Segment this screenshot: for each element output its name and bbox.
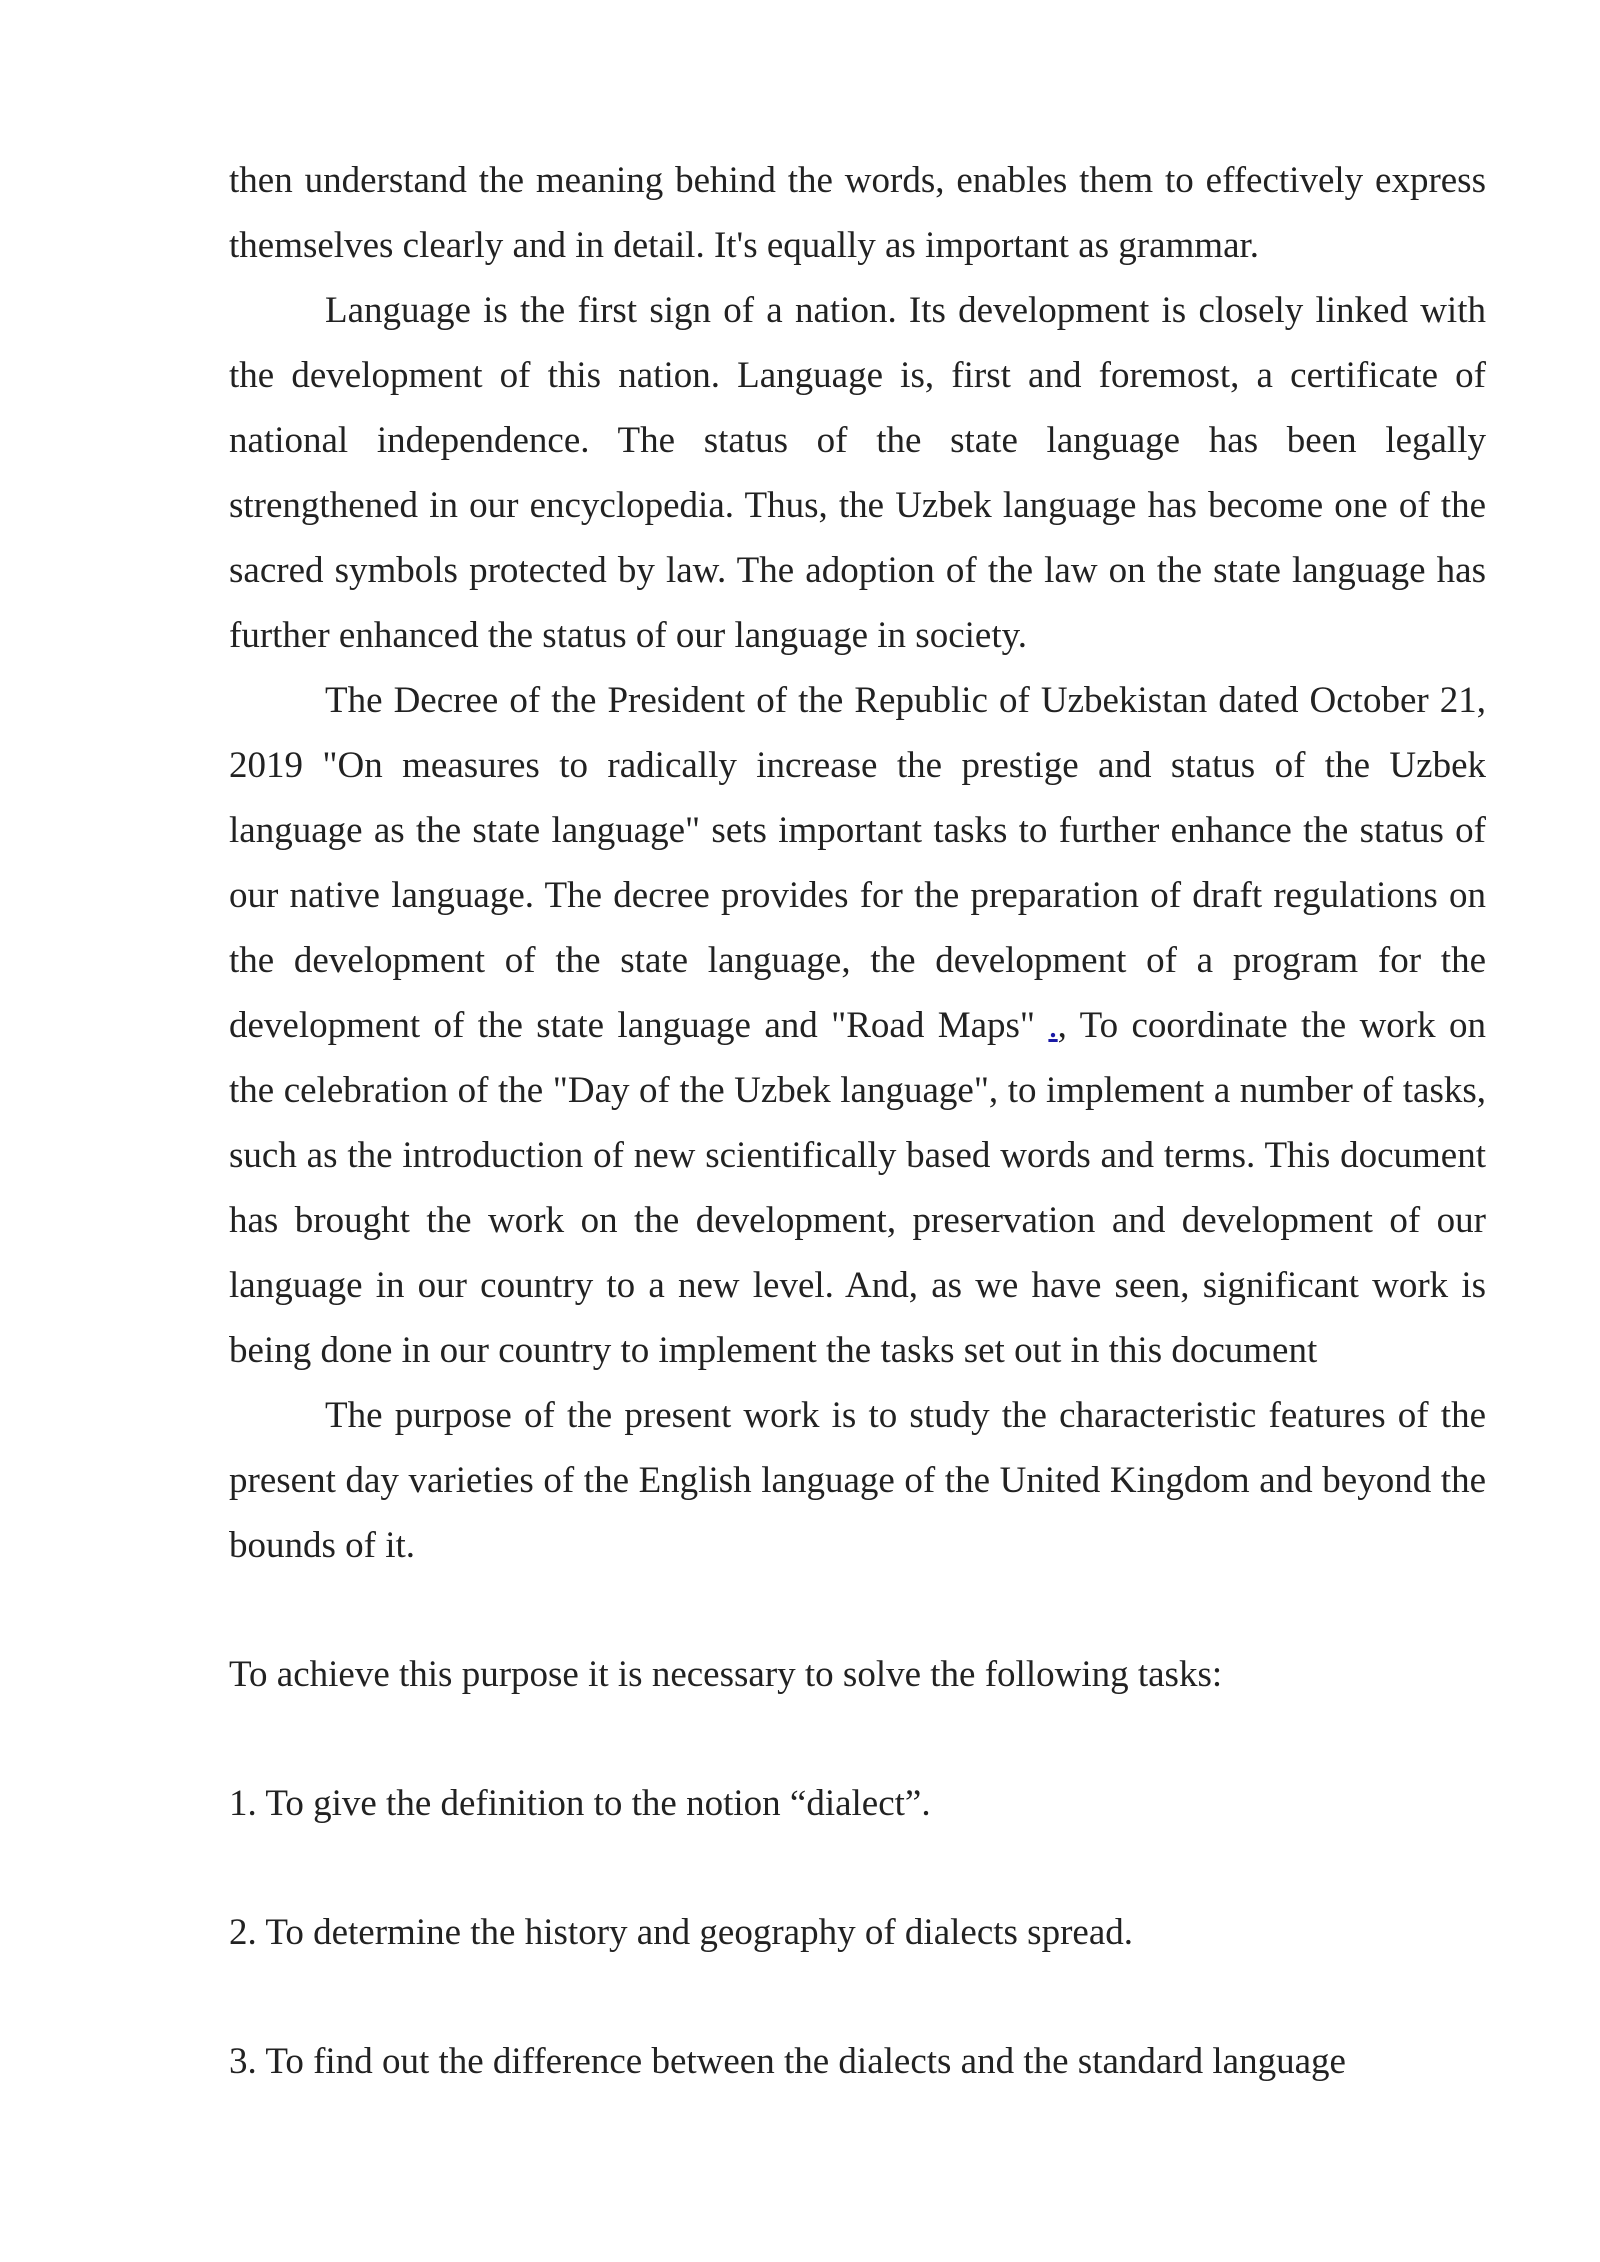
document-body <box>229 148 1486 2094</box>
paragraph-presidential-decree <box>229 668 1486 1383</box>
paragraph-purpose: The purpose of the present work is to study the characteristic features of the present day varieties of the English language of the United Kingdom and beyond the bounds of it. <box>229 1395 1486 1566</box>
task-item: 3. To find out the difference between the dialects and the standard language <box>229 2041 1346 2082</box>
decree-text-before-link: The Decree of the President of the Republic of Uzbekistan dated October 21, 2019 "On measures to radically increase the prestige and status of the Uzbek language as the state language" sets important tasks to further enhance the status of our native language. The decree provides for the preparation of draft regulations on the development of the state language, the development of a program for the development of the state language and "Road Maps" <box>229 680 1486 1046</box>
footnote-link[interactable]: . <box>1048 1005 1058 1046</box>
decree-text-after-link: , To coordinate the work on the celebration of the "Day of the Uzbek language", to implement a number of tasks, such as the introduction of new scientifically based words and terms. This document has brought the work on the development, preservation and development of our language in our country to a new level. And, as we have seen, significant work is being done in our country to implement the tasks set out in this document <box>229 1005 1486 1371</box>
task-item: 1. To give the definition to the notion “dialect”. <box>229 1783 931 1824</box>
paragraph-language-nation: Language is the first sign of a nation. Its development is closely linked with the development of this nation. Language is, first and foremost, a certificate of national independence. The status of the state language has been legally strengthened in our encyclopedia. Thus, the Uzbek language has become one of the sacred symbols protected by law. The adoption of the law on the state language has further enhanced the status of our language in society. <box>229 290 1486 656</box>
tasks-intro: To achieve this purpose it is necessary to solve the following tasks: <box>229 1654 1223 1695</box>
task-item: 2. To determine the history and geography of dialects spread. <box>229 1912 1133 1953</box>
paragraph-intro-continuation: then understand the meaning behind the words, enables them to effectively express themselves clearly and in detail. It's equally as important as grammar. <box>229 160 1486 266</box>
